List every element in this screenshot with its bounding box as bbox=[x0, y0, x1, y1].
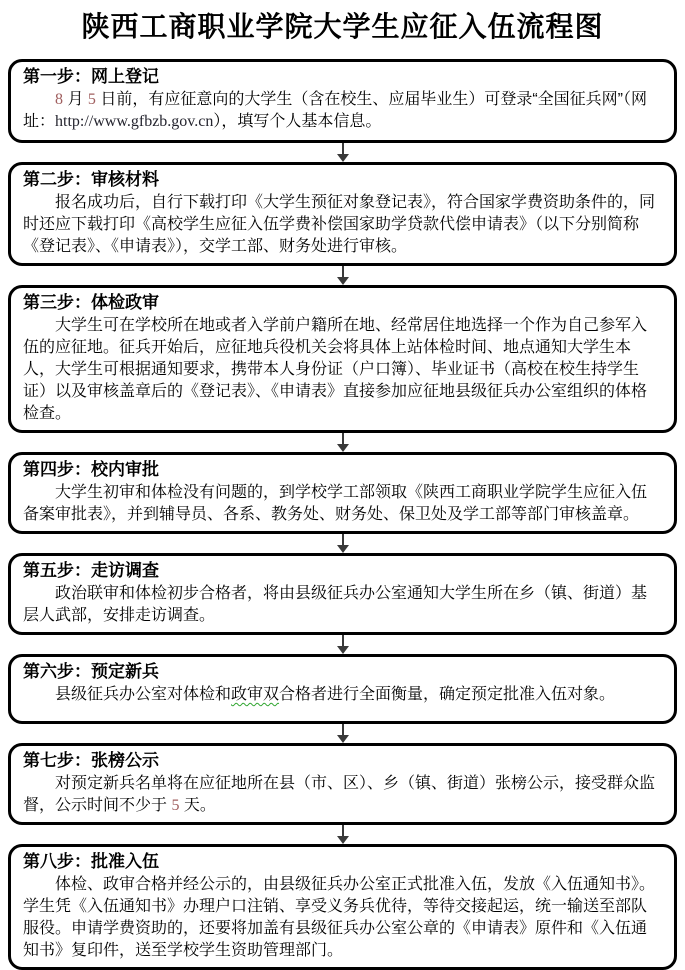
spellcheck-underlined-text: 政审双 bbox=[231, 686, 280, 703]
step-body-5 bbox=[23, 583, 662, 627]
body-text: 政治联审和体检初步合格者，将由县级征兵办公室通知大学生所在乡（镇、街道）基层人武部，安排走访调查。 bbox=[23, 585, 648, 624]
down-arrow-icon bbox=[8, 825, 677, 844]
arrow-stem bbox=[342, 825, 344, 836]
body-text: 大学生可在学校所在地或者入学前户籍所在地、经常居住地选择一个作为自己参军入伍的应征地。征兵开始后，应征地兵役机关会将具体上站体检时间、地点通知大学生本人，大学生可根据通知要求，携带本人身份证（户口簿）、毕业证书（高校在校生持学生证）以及审核盖章后的《登记表》、《申请表》直接参加应征地县级征兵办公室组织的体格检查。 bbox=[23, 317, 648, 422]
step-header-6: 第六步：预定新兵 bbox=[23, 662, 159, 681]
step-body-1 bbox=[23, 89, 662, 133]
down-arrow-icon bbox=[8, 143, 677, 162]
step-body-8 bbox=[23, 874, 662, 962]
accent-number: 5 bbox=[87, 91, 96, 108]
body-text: ），填写个人基本信息。 bbox=[213, 113, 382, 130]
step-body-2 bbox=[23, 192, 662, 258]
step-header-2: 第二步：审核材料 bbox=[23, 170, 159, 189]
body-text: 天。 bbox=[179, 797, 216, 814]
body-text: 月 bbox=[63, 91, 88, 108]
step-box-8 bbox=[8, 844, 677, 970]
body-text: 日前，有应征意向的大学生（含在校生、应届毕业生）可登录“全国征兵网”（网址： bbox=[23, 91, 648, 130]
step-box-4 bbox=[8, 452, 677, 534]
step-body-3 bbox=[23, 315, 662, 425]
step-header-7: 第七步：张榜公示 bbox=[23, 751, 159, 770]
arrow-stem bbox=[342, 433, 344, 444]
step-box-2 bbox=[8, 162, 677, 266]
arrow-stem bbox=[342, 534, 344, 545]
arrow-stem bbox=[342, 143, 344, 154]
page-title: 陕西工商职业学院大学生应征入伍流程图 bbox=[81, 11, 604, 42]
step-body-6 bbox=[23, 684, 662, 706]
arrow-head bbox=[337, 836, 349, 844]
arrow-stem bbox=[342, 724, 344, 735]
url-text: http://www.gfbzb.gov.cn bbox=[55, 113, 214, 130]
step-header-4: 第四步：校内审批 bbox=[23, 460, 159, 479]
step-body-4 bbox=[23, 482, 662, 526]
arrow-head bbox=[337, 154, 349, 162]
down-arrow-icon bbox=[8, 724, 677, 743]
body-text: 对预定新兵名单将在应征地所在县（市、区）、乡（镇、街道）张榜公示，接受群众监督，公示时间不少于 bbox=[23, 775, 656, 814]
step-box-6 bbox=[8, 654, 677, 724]
arrow-stem bbox=[342, 635, 344, 646]
accent-number: 5 bbox=[171, 797, 180, 814]
accent-number: 8 bbox=[55, 91, 63, 108]
step-header-3: 第三步：体检政审 bbox=[23, 293, 159, 312]
body-text: 报名成功后，自行下载打印《大学生预征对象登记表》，符合国家学费资助条件的，同时还应下载打印《高校学生应征入伍学费补偿国家助学贷款代偿申请表》（以下分别简称《登记表》、《申请表》），交学工部、财务处进行审核。 bbox=[23, 194, 656, 255]
body-text: 体检、政审合格并经公示的，由县级征兵办公室正式批准入伍，发放《入伍通知书》。学生凭《入伍通知书》办理户口注销、享受义务兵优待，等待交接起运，统一输送至部队服役。申请学费资助的，还要将加盖有县级征兵办公室公章的《申请表》原件和《入伍通知书》复印件，送至学校学生资助管理部门。 bbox=[23, 876, 656, 959]
arrow-head bbox=[337, 735, 349, 743]
step-header-8: 第八步：批准入伍 bbox=[23, 852, 159, 871]
down-arrow-icon bbox=[8, 635, 677, 654]
arrow-head bbox=[337, 545, 349, 553]
arrow-stem bbox=[342, 266, 344, 277]
step-body-7 bbox=[23, 773, 662, 817]
arrow-head bbox=[337, 444, 349, 452]
arrow-head bbox=[337, 646, 349, 654]
down-arrow-icon bbox=[8, 266, 677, 285]
step-box-3 bbox=[8, 285, 677, 433]
down-arrow-icon bbox=[8, 433, 677, 452]
arrow-head bbox=[337, 277, 349, 285]
step-box-1 bbox=[8, 59, 677, 143]
step-box-7 bbox=[8, 743, 677, 825]
body-text: 合格者进行全面衡量，确定预定批准入伍对象。 bbox=[279, 686, 616, 703]
down-arrow-icon bbox=[8, 534, 677, 553]
step-header-1: 第一步：网上登记 bbox=[23, 67, 159, 86]
step-box-5 bbox=[8, 553, 677, 635]
body-text: 县级征兵办公室对体检和 bbox=[55, 686, 232, 703]
body-text: 大学生初审和体检没有问题的，到学校学工部领取《陕西工商职业学院学生应征入伍备案审批表》，并到辅导员、各系、教务处、财务处、保卫处及学工部等部门审核盖章。 bbox=[23, 484, 648, 523]
step-header-5: 第五步：走访调查 bbox=[23, 561, 159, 580]
